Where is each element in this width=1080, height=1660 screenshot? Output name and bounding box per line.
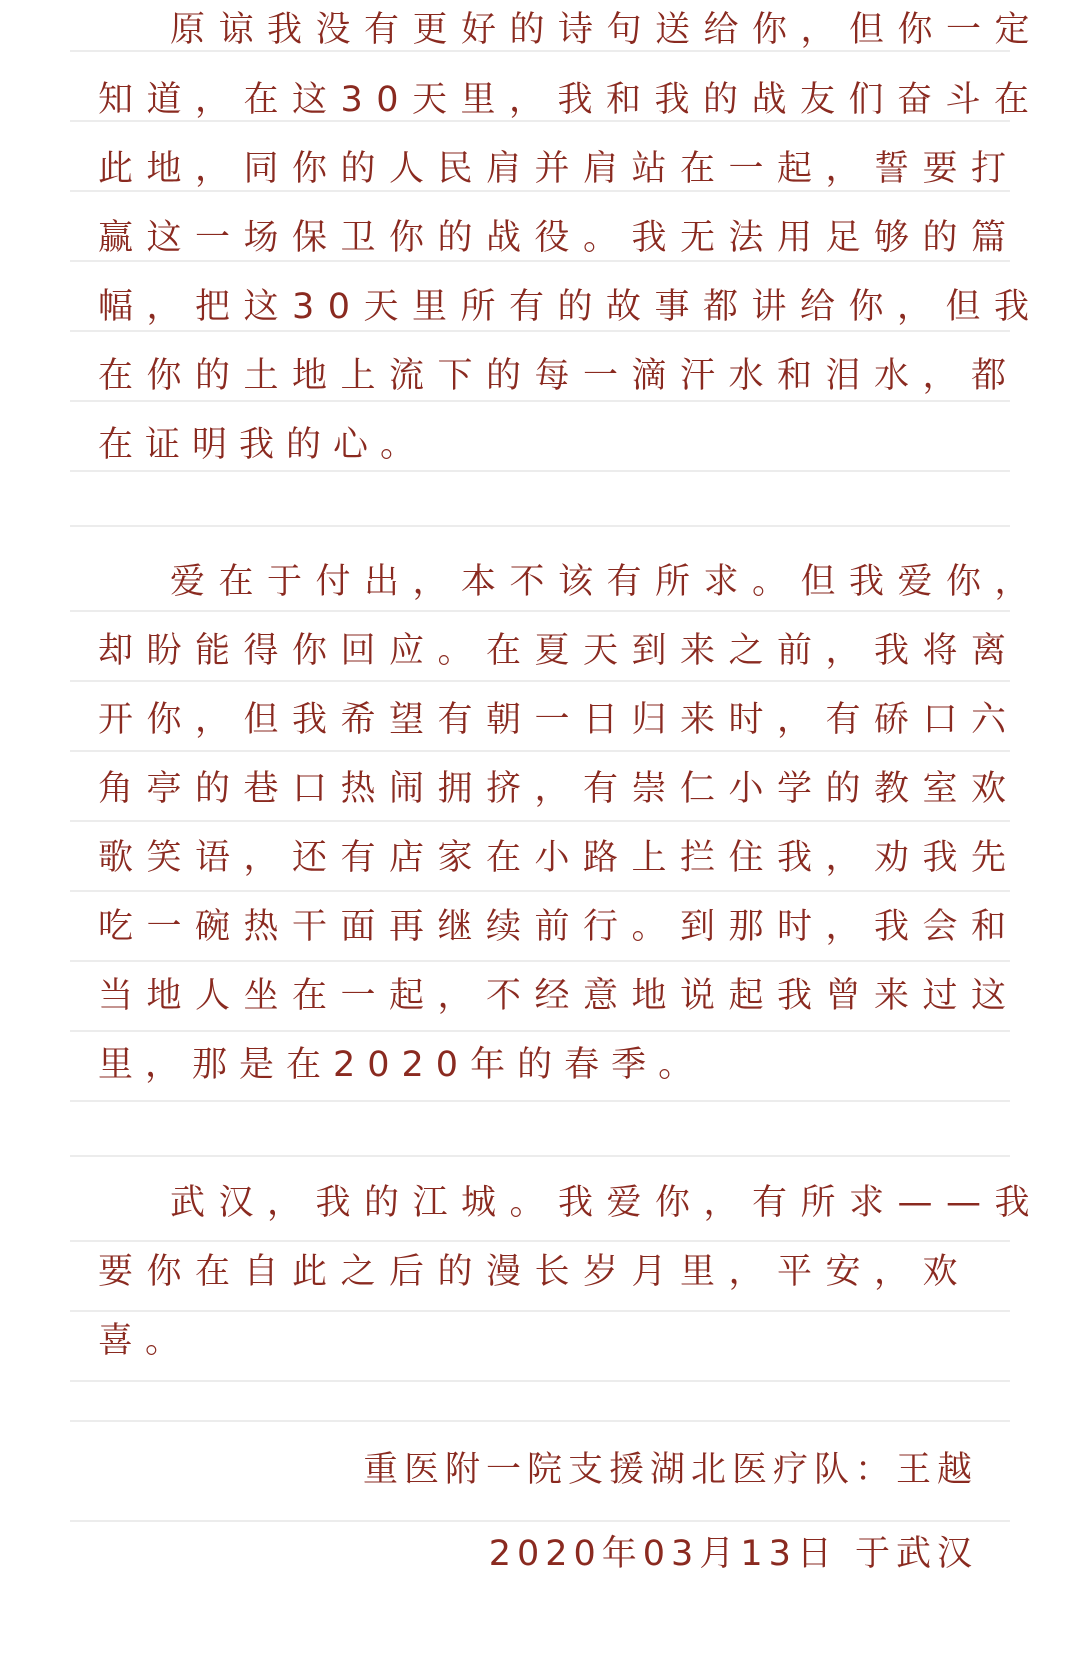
paragraph-1-line-5: 幅，把这30天里所有的故事都讲给你，但我	[98, 287, 1043, 327]
paragraph-2-line-5: 歌笑语，还有店家在小路上拦住我，劝我先	[98, 838, 1020, 878]
paper-rule	[70, 1100, 1010, 1102]
paper-rule	[70, 1030, 1010, 1032]
paragraph-3-line-2: 要你在自此之后的漫长岁月里，平安，欢	[98, 1252, 972, 1292]
paragraph-1-line-3: 此地，同你的人民肩并肩站在一起，誓要打	[98, 149, 1020, 189]
paper-rule	[70, 750, 1010, 752]
paper-rule	[70, 890, 1010, 892]
paper-rule	[70, 1420, 1010, 1422]
paragraph-1-line-2: 知道，在这30天里，我和我的战友们奋斗在	[98, 80, 1043, 120]
paper-rule	[70, 1240, 1010, 1242]
date-place: 2020年03月13日 于武汉	[488, 1534, 978, 1574]
paragraph-2-line-2: 却盼能得你回应。在夏天到来之前，我将离	[98, 631, 1020, 671]
paper-rule	[70, 1155, 1010, 1157]
paper-rule	[70, 1380, 1010, 1382]
paragraph-1-line-6: 在你的土地上流下的每一滴汗水和泪水，都	[98, 356, 1020, 396]
paragraph-2-line-1: 爱在于付出，本不该有所求。但我爱你，	[170, 562, 1044, 602]
paragraph-2-line-7: 当地人坐在一起，不经意地说起我曾来过这	[98, 976, 1020, 1016]
paragraph-1-line-1: 原谅我没有更好的诗句送给你，但你一定	[170, 10, 1044, 50]
paper-rule	[70, 960, 1010, 962]
paragraph-3-line-1: 武汉，我的江城。我爱你，有所求——我	[170, 1183, 1044, 1223]
paragraph-2-line-6: 吃一碗热干面再继续前行。到那时，我会和	[98, 907, 1020, 947]
paper-rule	[70, 1310, 1010, 1312]
paragraph-1-line-7: 在证明我的心。	[98, 425, 428, 465]
paper-rule	[70, 820, 1010, 822]
paragraph-3-line-3: 喜。	[98, 1321, 193, 1361]
paper-rule	[70, 680, 1010, 682]
signature: 重医附一院支援湖北医疗队：王越	[362, 1450, 978, 1490]
paragraph-2-line-3: 开你，但我希望有朝一日归来时，有硚口六	[98, 700, 1020, 740]
paper-rule	[70, 1520, 1010, 1522]
paper-rule	[70, 525, 1010, 527]
paragraph-2-line-4: 角亭的巷口热闹拥挤，有崇仁小学的教室欢	[98, 769, 1020, 809]
paragraph-2-line-8: 里，那是在2020年的春季。	[98, 1045, 706, 1085]
paper-rule	[70, 610, 1010, 612]
paragraph-1-line-4: 赢这一场保卫你的战役。我无法用足够的篇	[98, 218, 1020, 258]
